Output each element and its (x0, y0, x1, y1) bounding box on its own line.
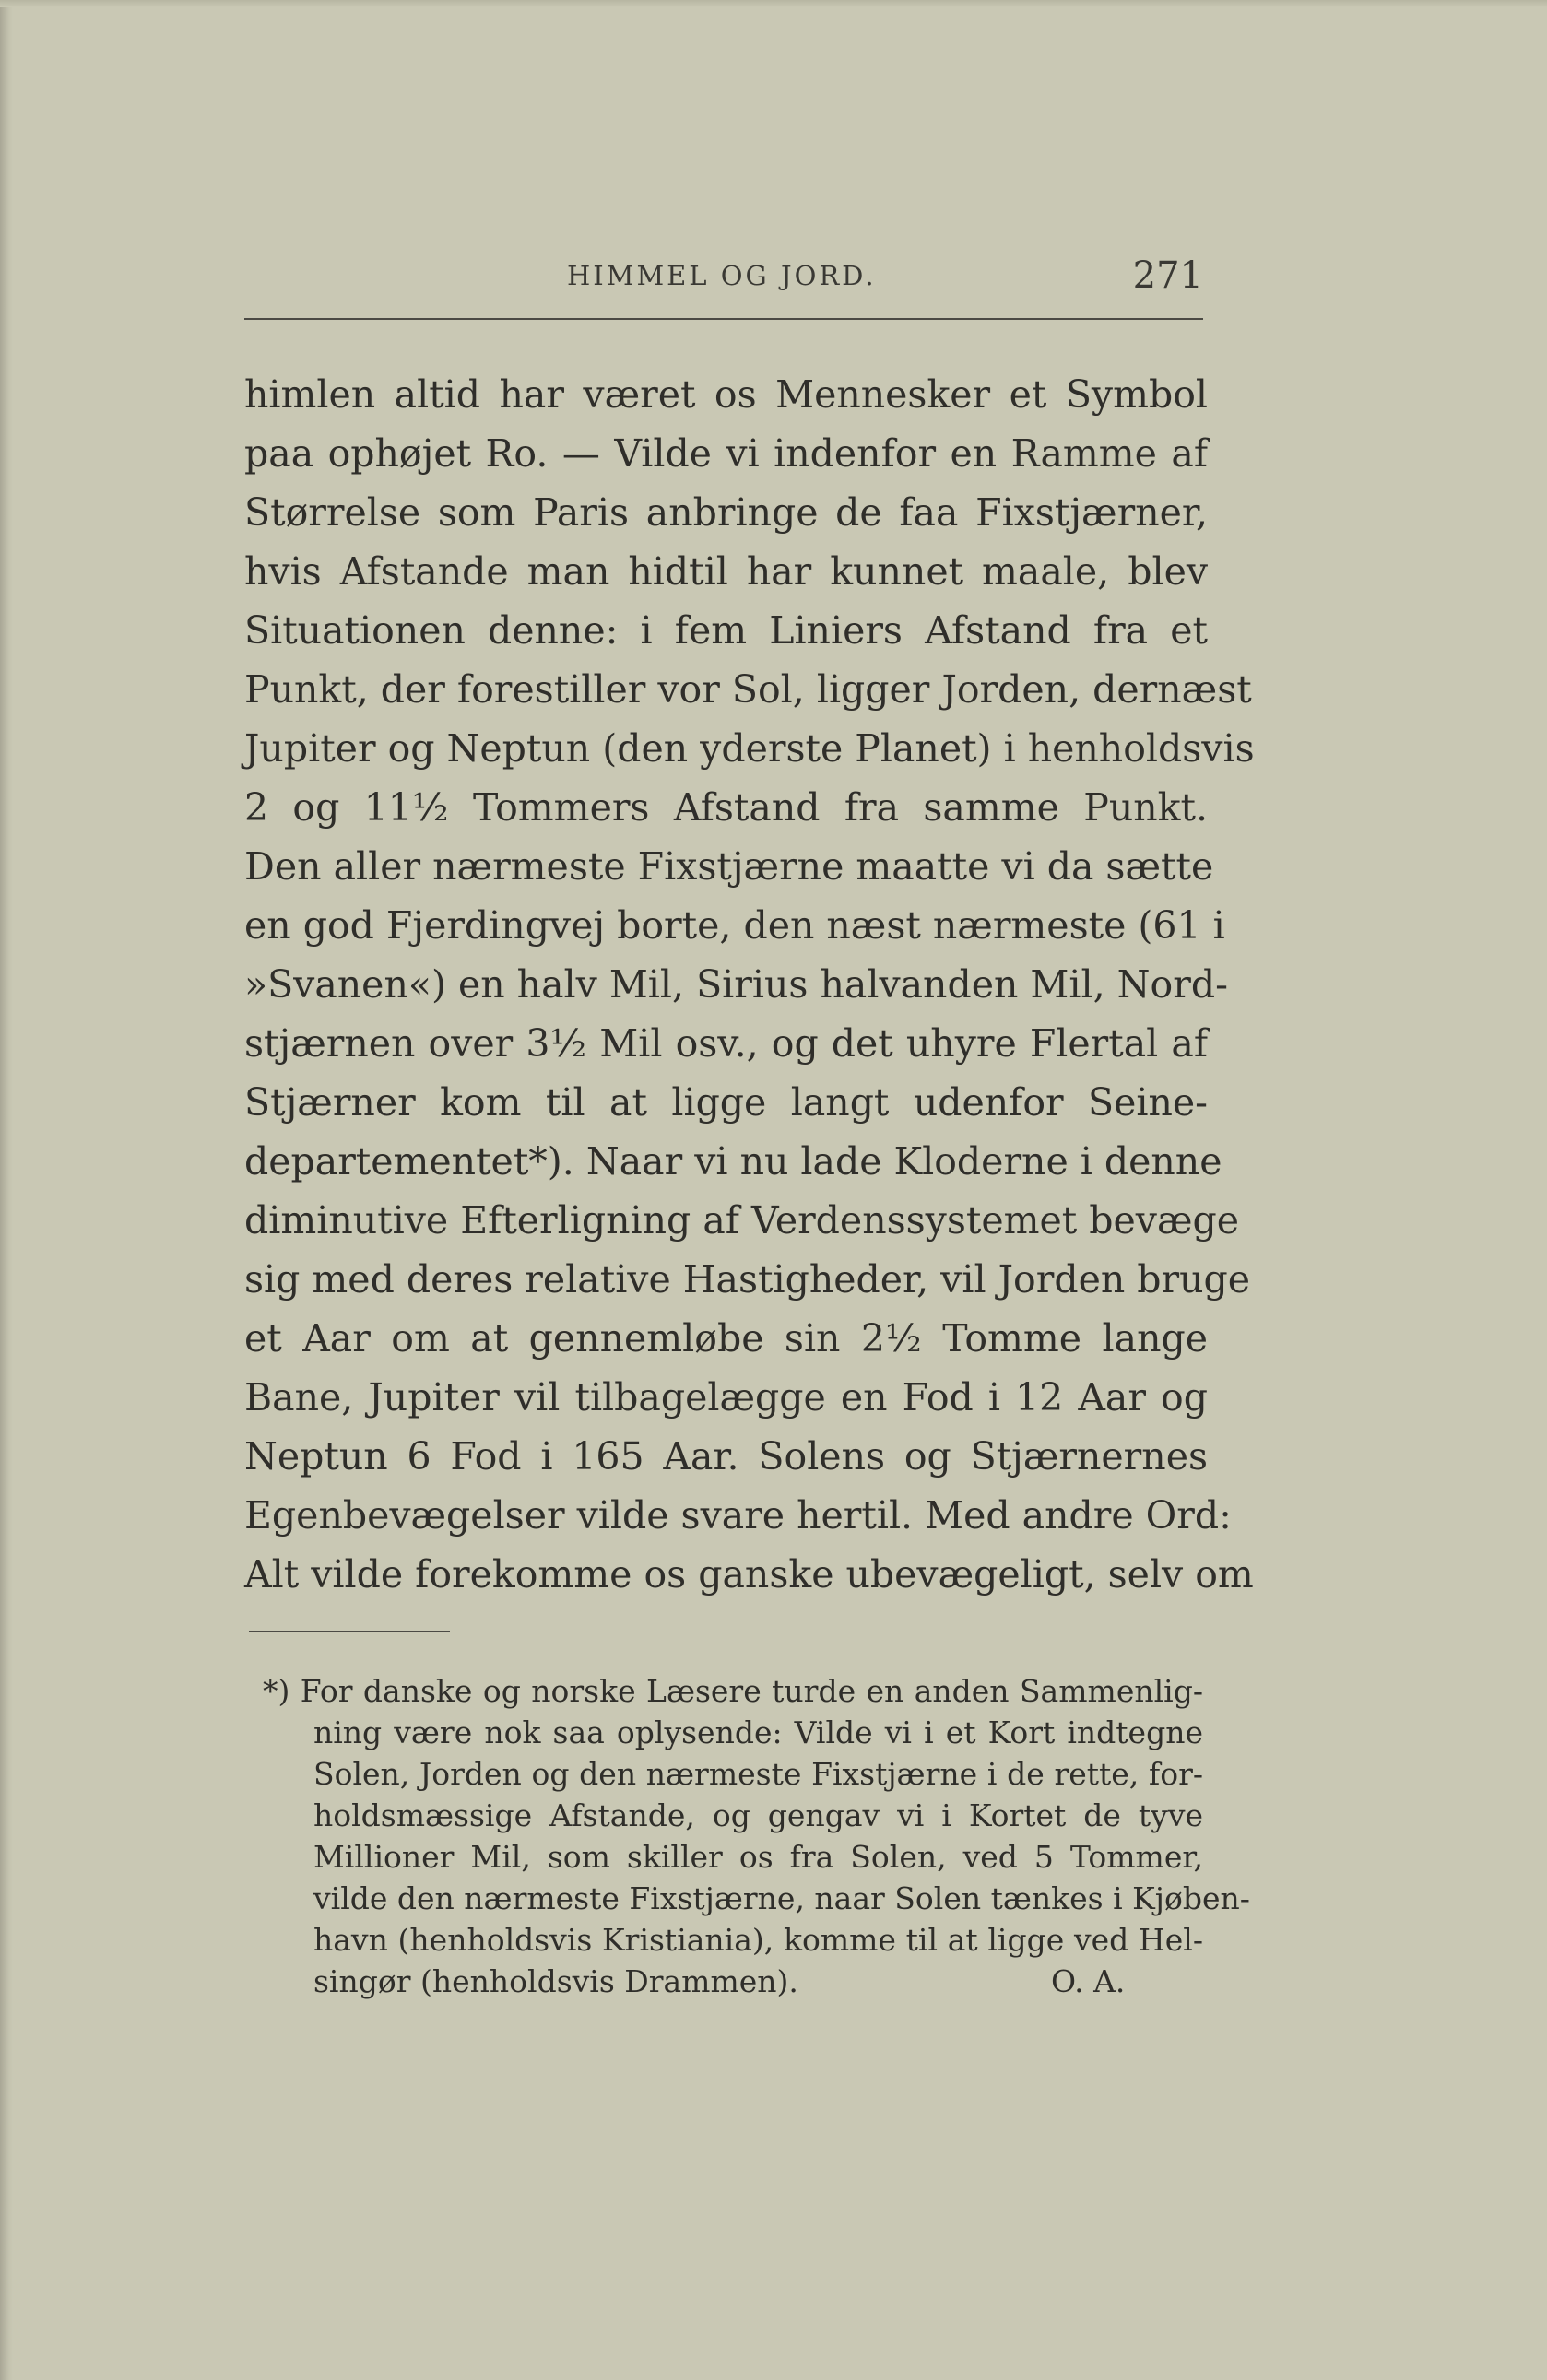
page-top-edge (0, 0, 1547, 7)
body-line: 2 og 11½ Tommers Afstand fra samme Punkt. (244, 785, 1208, 830)
body-line: Jupiter og Neptun (den yderste Planet) i henholdsvis (244, 726, 1255, 771)
footnote-line: holdsmæssige Afstande, og gengav vi i Kortet de tyve (313, 1797, 1203, 1833)
footnote-line: vilde den nærmeste Fixstjærne, naar Solen tænkes i Kjøben- (313, 1880, 1250, 1916)
body-line: »Svanen«) en halv Mil, Sirius halvanden Mil, Nord- (244, 962, 1228, 1007)
footnote-line: *) For danske og norske Læsere turde en anden Sammenlig- (263, 1673, 1203, 1709)
footnote-line: Millioner Mil, som skiller os fra Solen, ved 5 Tommer, (313, 1839, 1203, 1875)
footnote-last-text: singør (henholdsvis Drammen). (313, 1963, 798, 1999)
body-line: Egenbevægelser vilde svare hertil. Med andre Ord: (244, 1493, 1232, 1538)
footnote-line: Solen, Jorden og den nærmeste Fixstjærne i de rette, for- (313, 1756, 1203, 1792)
body-line: diminutive Efterligning af Verdenssystemet bevæge (244, 1198, 1239, 1243)
body-line: et Aar om at gennemløbe sin 2½ Tomme lange (244, 1316, 1208, 1361)
body-line: hvis Afstande man hidtil har kunnet maale, blev (244, 549, 1208, 594)
body-line: en god Fjerdingvej borte, den næst nærmeste (61 i (244, 903, 1225, 948)
running-title: HIMMEL OG JORD. (567, 260, 877, 291)
body-line: Størrelse som Paris anbringe de faa Fixstjærner, (244, 490, 1208, 535)
body-line: Neptun 6 Fod i 165 Aar. Solens og Stjærnernes (244, 1434, 1208, 1479)
page-number: 271 (1132, 254, 1203, 297)
page-edge-shadow (0, 0, 13, 2380)
running-head (244, 254, 1203, 306)
footnote-rule (249, 1631, 450, 1632)
body-line: Stjærner kom til at ligge langt udenfor Seine- (244, 1080, 1208, 1125)
body-line: Situationen denne: i fem Liniers Afstand fra et (244, 608, 1208, 653)
body-line: Alt vilde forekomme os ganske ubevægeligt, selv om (244, 1552, 1254, 1596)
footnote-last-line (313, 1961, 1203, 2002)
body-text (244, 365, 1255, 1604)
header-rule (244, 318, 1203, 320)
body-line: Den aller nærmeste Fixstjærne maatte vi da sætte (244, 844, 1214, 889)
body-line: Punkt, der forestiller vor Sol, ligger Jorden, dernæst (244, 667, 1252, 712)
body-line: sig med deres relative Hastigheder, vil Jorden bruge (244, 1257, 1251, 1302)
footnote-signature: O. A. (1051, 1963, 1126, 1999)
body-line: himlen altid har været os Mennesker et Symbol (244, 372, 1208, 417)
footnote (263, 1670, 1250, 2002)
footnote-line: ning være nok saa oplysende: Vilde vi i et Kort indtegne (313, 1714, 1203, 1750)
body-line: Bane, Jupiter vil tilbagelægge en Fod i 12 Aar og (244, 1375, 1208, 1420)
body-line: departementet*). Naar vi nu lade Kloderne i denne (244, 1139, 1222, 1184)
body-line: stjærnen over 3½ Mil osv., og det uhyre Flertal af (244, 1021, 1208, 1066)
footnote-line: havn (henholdsvis Kristiania), komme til at ligge ved Hel- (313, 1922, 1203, 1958)
body-line: paa ophøjet Ro. — Vilde vi indenfor en Ramme af (244, 431, 1208, 476)
